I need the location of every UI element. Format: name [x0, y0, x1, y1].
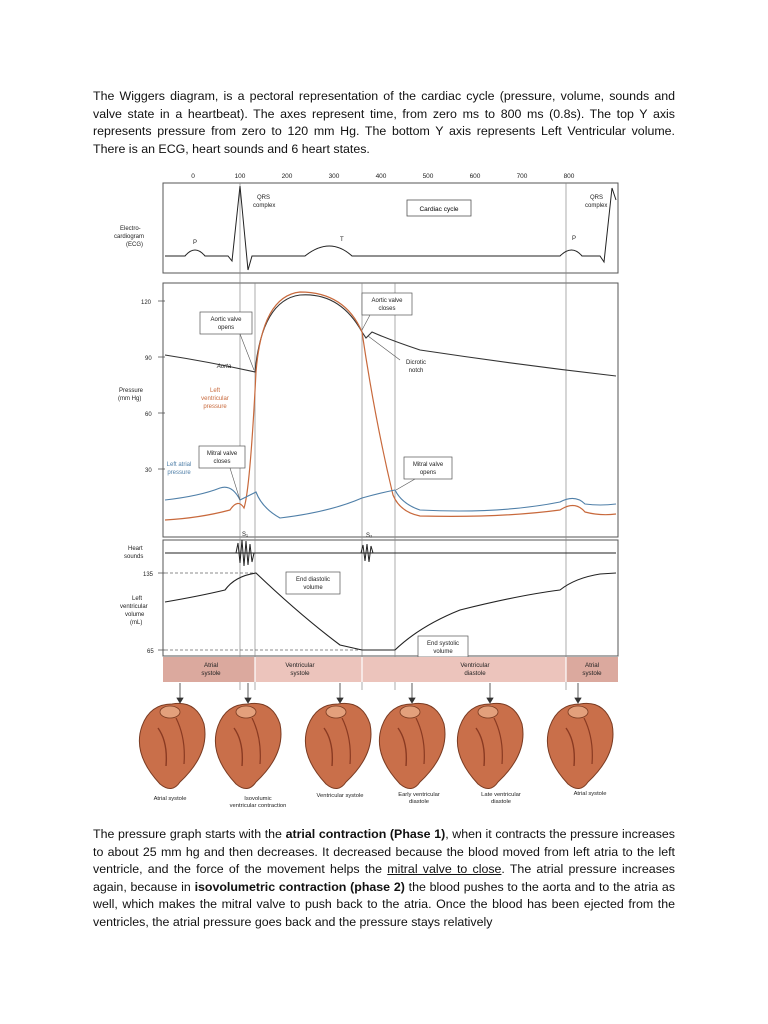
body-text-1: The pressure graph starts with the: [93, 827, 286, 841]
volume-axis-3: volume: [125, 612, 145, 618]
body-text-2: , when it contracts the pressure increases to about 25 mm hg and then decreases. It decreased because the blood moved from left atria to the left ventricle, and the force of the movement helps the: [93, 827, 675, 877]
pressure-tick-90: 90: [145, 356, 152, 362]
mitral-opens-1: Mitral valve: [412, 462, 444, 468]
heart-caption-2-line-1: Isovolumic: [244, 796, 272, 802]
lv-volume-curve: [165, 573, 616, 650]
body-bold-1: atrial contraction (Phase 1): [285, 827, 446, 841]
pressure-tick-60: 60: [145, 412, 152, 418]
dicrotic-1: Dicrotic: [405, 360, 427, 366]
pressure-tick-30: 30: [145, 468, 152, 474]
heart-caption-4-line-2: diastole: [409, 799, 429, 805]
phase-2-line-1: Ventricular: [285, 662, 315, 669]
esv-2: volume: [433, 649, 453, 655]
heart-caption-4-line-1: Early ventricular: [398, 792, 440, 798]
qrs-right-2: complex: [585, 203, 608, 209]
phase-4-line-2: systole: [582, 670, 602, 677]
esv-1: End systolic: [426, 641, 460, 647]
pressure-axis-1: Pressure: [119, 388, 144, 394]
mitral-opens-2: opens: [419, 470, 437, 476]
heart-illustrations: [139, 703, 613, 788]
phase-lines: [240, 183, 566, 690]
time-axis: [191, 173, 575, 180]
phase-3-line-1: Ventricular: [460, 662, 490, 669]
atrial-pressure-curve: [165, 487, 616, 518]
volume-tick-65: 65: [147, 649, 154, 655]
intro-paragraph: The Wiggers diagram, is a pectoral representation of the cardiac cycle (pressure, volume, sounds and valve state in a heartbeat). The axes represent time, from zero ms to 800 ms (0.8s). The top Y axis represents pressure from zero to 120 mm Hg. The bottom Y axis represents Left Ventricular volume. There is an ECG, heart sounds and 6 heart states.: [93, 89, 675, 156]
heart-icon: [139, 703, 205, 788]
lv-pressure-3: pressure: [203, 404, 227, 410]
heart-caption-6: Atrial systole: [573, 791, 607, 797]
body-text-3: . The atrial pressure increases again, because in: [93, 862, 675, 894]
heart-caption-5-line-1: Late ventricular: [481, 792, 521, 798]
left-atrial-1: Left atrial: [166, 462, 192, 468]
heart-caption-5-line-2: diastole: [491, 799, 511, 805]
lv-pressure-2: ventricular: [201, 396, 229, 402]
body-paragraph: [93, 826, 675, 932]
edv-1: End diastolic: [295, 577, 331, 583]
heart-caption-1: Atrial systole: [153, 796, 187, 802]
aorta-label: Aorta: [216, 364, 232, 370]
phase-1-line-2: systole: [201, 670, 221, 677]
heart-sounds-1: Heart: [128, 546, 143, 552]
aortic-closes-2: closes: [378, 306, 396, 312]
heart-caption-3: Ventricular systole: [316, 793, 364, 799]
ecg-t-label: T: [340, 237, 344, 243]
aortic-opens-1: Aortic valve: [210, 317, 242, 323]
body-text-4: the blood pushes to the aorta and to the atria as well, which makes the mitral valve to push back to the atria. Once the blood has been ejected from the ventricles, the atrial pressure goes back and the pressure stays relatively: [93, 879, 676, 929]
ecg-trace: [165, 186, 616, 270]
phase-bar: [163, 657, 618, 682]
pressure-tick-120: 120: [141, 300, 152, 306]
s1-sound-wave: [236, 540, 254, 566]
volume-axis-4: (mL): [130, 620, 143, 626]
time-tick-100: 100: [234, 173, 246, 180]
time-tick-300: 300: [328, 173, 340, 180]
phase-3-line-2: diastole: [464, 670, 486, 677]
heart-caption-2-line-2: ventricular contraction: [229, 803, 287, 809]
pressure-axis-2: (mm Hg): [118, 396, 142, 402]
volume-axis-2: ventricular: [120, 604, 148, 610]
body-bold-2: isovolumetric contraction (phase 2): [194, 879, 405, 894]
time-tick-700: 700: [516, 173, 528, 180]
phase-2-line-2: systole: [290, 670, 310, 677]
time-tick-600: 600: [469, 173, 481, 180]
time-tick-200: 200: [281, 173, 293, 180]
ecg-label-1: Electro-: [120, 226, 141, 232]
edv-2: volume: [303, 585, 323, 591]
qrs-left-1: QRS: [257, 195, 271, 201]
time-tick-0: 0: [191, 173, 195, 180]
sounds-volume-panel: [163, 540, 618, 656]
volume-axis-1: Left: [132, 596, 143, 602]
heart-icon: [457, 703, 523, 788]
heart-icon: [305, 703, 371, 788]
time-tick-800: 800: [563, 173, 575, 180]
qrs-right-1: QRS: [590, 195, 604, 201]
mitral-closes-1: Mitral valve: [206, 451, 238, 457]
time-tick-500: 500: [422, 173, 434, 180]
ecg-p-label: P: [193, 240, 198, 246]
mitral-closes-2: closes: [213, 459, 231, 465]
left-atrial-2: pressure: [167, 470, 191, 476]
lv-pressure-1: Left: [209, 388, 221, 394]
volume-tick-135: 135: [143, 572, 154, 578]
s2-label: S₂: [366, 533, 373, 539]
ecg-label-2: cardiogram: [114, 234, 145, 240]
time-tick-400: 400: [375, 173, 387, 180]
cardiac-cycle-label: Cardiac cycle: [419, 206, 459, 213]
heart-icon: [547, 703, 613, 788]
heart-icon: [215, 703, 281, 788]
body-underline-1: mitral valve to close: [387, 862, 502, 877]
phase-4-line-1: Atrial: [584, 662, 600, 669]
qrs-left-2: complex: [253, 203, 276, 209]
s1-label: S₁: [242, 532, 249, 538]
dicrotic-2: notch: [408, 368, 424, 374]
aortic-opens-2: opens: [217, 325, 235, 331]
ecg-label-3: (ECG): [126, 242, 143, 248]
phase-1-line-1: Atrial: [203, 662, 219, 669]
aortic-closes-1: Aortic valve: [371, 298, 403, 304]
heart-sounds-2: sounds: [124, 554, 144, 560]
ecg-p2-label: P: [572, 236, 577, 242]
heart-icon: [379, 703, 445, 788]
